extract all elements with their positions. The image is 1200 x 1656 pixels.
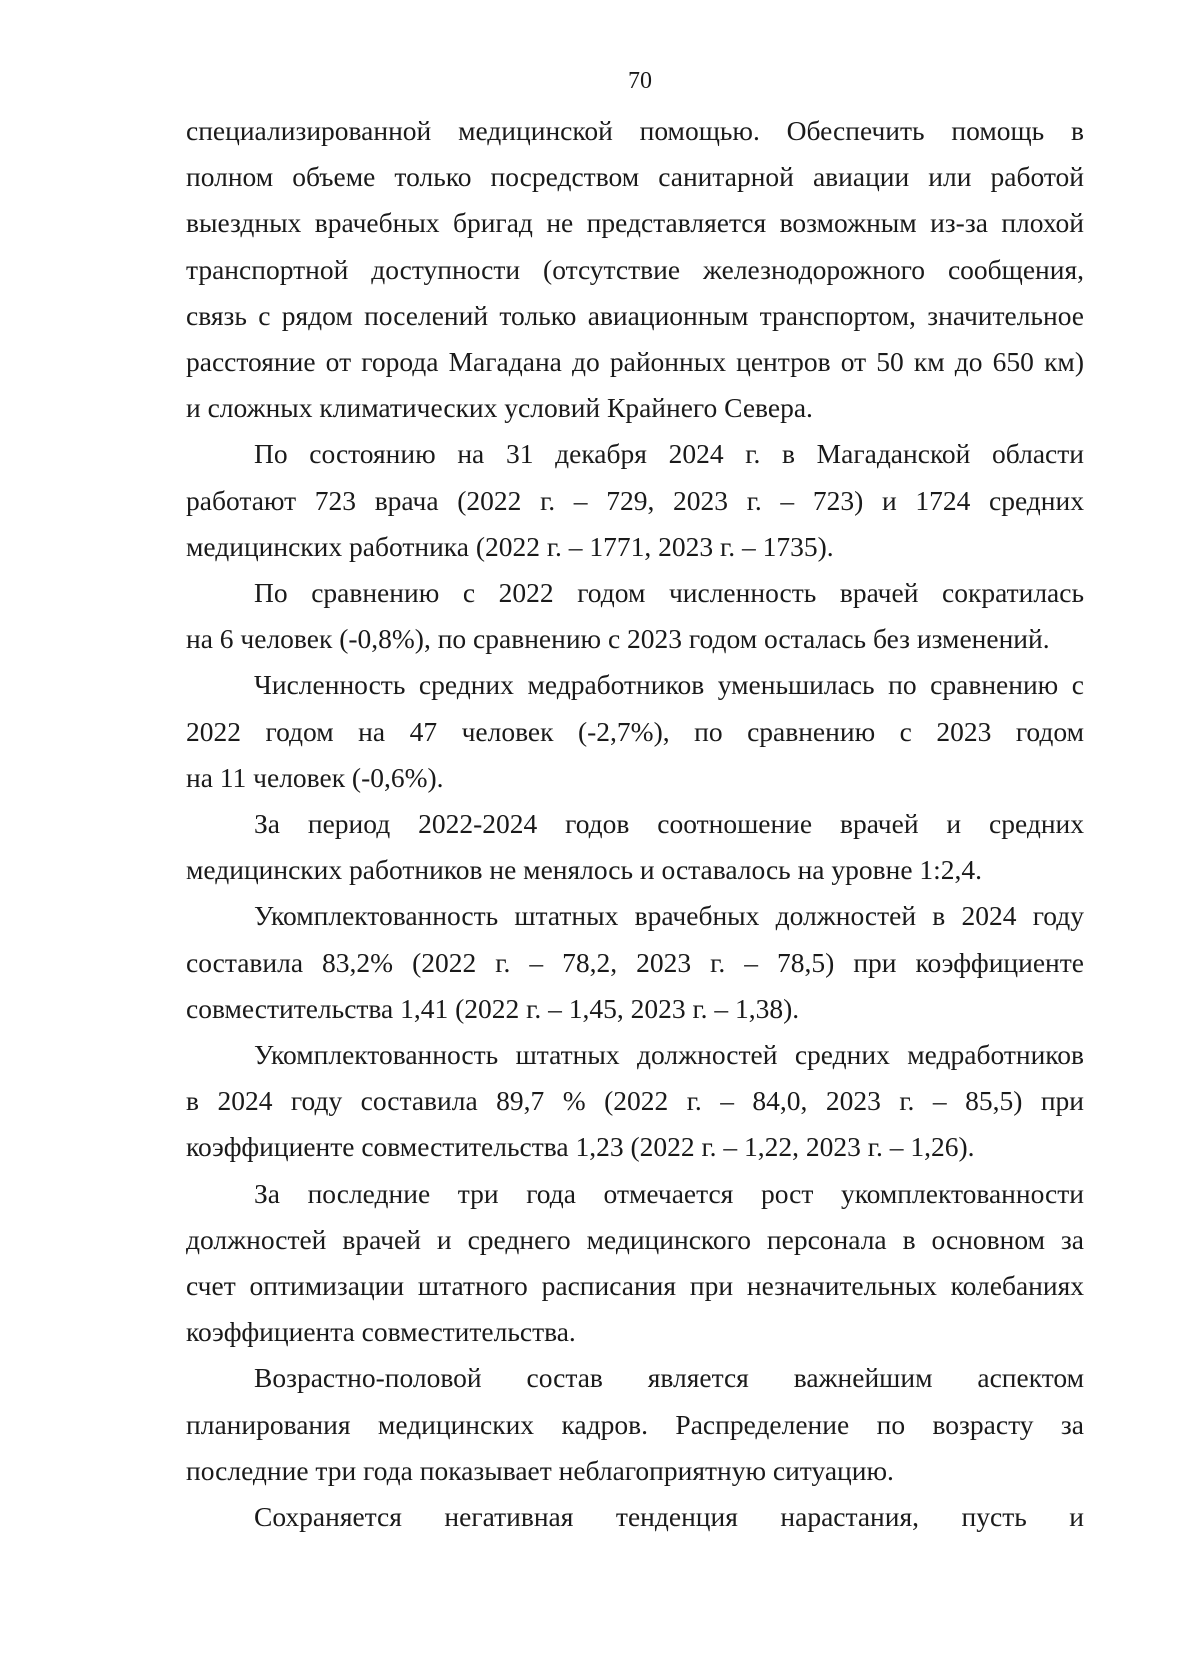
body-text (186, 108, 1084, 1540)
text-line: Возрастно-половой состав является важнейшим аспектом (254, 1362, 1084, 1394)
text-line: выездных врачебных бригад не представляется возможным из-за плохой (186, 207, 1084, 239)
paragraph (186, 1355, 1084, 1494)
text-line: Сохраняется негативная тенденция нарастания, пусть и (254, 1501, 1084, 1533)
text-line: За период 2022-2024 годов соотношение врачей и средних (254, 808, 1084, 840)
paragraph (186, 431, 1084, 570)
text-line: расстояние от города Магадана до районных центров от 50 км до 650 км) (186, 346, 1084, 378)
text-line: специализированной медицинской помощью. Обеспечить помощь в (186, 115, 1084, 146)
paragraph (186, 662, 1084, 801)
paragraph (186, 108, 1084, 431)
text-line: транспортной доступности (отсутствие железнодорожного сообщения, (186, 253, 1084, 285)
paragraph (186, 893, 1084, 1032)
text-line: совместительства 1,41 (2022 г. – 1,45, 2023 г. – 1,38). (186, 992, 800, 1024)
text-line: Укомплектованность штатных должностей средних медработников (254, 1039, 1084, 1071)
paragraph (186, 570, 1084, 662)
text-line: и сложных климатических условий Крайнего Севера. (186, 392, 813, 424)
text-line: на 11 человек (-0,6%). (186, 761, 444, 793)
text-line: По состоянию на 31 декабря 2024 г. в Магаданской области (254, 438, 1084, 470)
text-line: Численность средних медработников уменьшилась по сравнению с (254, 669, 1084, 701)
text-line: Укомплектованность штатных врачебных должностей в 2024 году (254, 900, 1084, 932)
paragraph (186, 1494, 1084, 1540)
text-line: должностей врачей и среднего медицинского персонала в основном за (186, 1223, 1084, 1255)
paragraph (186, 1032, 1084, 1171)
text-line: в 2024 году составила 89,7 % (2022 г. – 84,0, 2023 г. – 85,5) при (186, 1085, 1084, 1117)
text-line: 2022 годом на 47 человек (-2,7%), по сравнению с 2023 годом (186, 715, 1084, 747)
text-line: коэффициенте совместительства 1,23 (2022 г. – 1,22, 2023 г. – 1,26). (186, 1131, 975, 1163)
text-line: медицинских работников не менялось и оставалось на уровне 1:2,4. (186, 854, 983, 886)
paragraph (186, 1171, 1084, 1356)
text-line: планирования медицинских кадров. Распределение по возрасту за (186, 1408, 1084, 1440)
text-line: работают 723 врача (2022 г. – 729, 2023 г. – 723) и 1724 средних (186, 484, 1084, 516)
text-line: медицинских работника (2022 г. – 1771, 2023 г. – 1735). (186, 530, 834, 562)
text-line: счет оптимизации штатного расписания при незначительных колебаниях (186, 1270, 1084, 1302)
page-number: 70 (628, 68, 652, 94)
text-line: коэффициента совместительства. (186, 1316, 576, 1348)
text-line: полном объеме только посредством санитарной авиации или работой (186, 161, 1084, 193)
text-line: За последние три года отмечается рост укомплектованности (254, 1177, 1084, 1209)
text-line: По сравнению с 2022 годом численность врачей сократилась (254, 577, 1084, 609)
text-line: связь с рядом поселений только авиационным транспортом, значительное (186, 299, 1084, 331)
paragraph (186, 801, 1084, 893)
text-line: последние три года показывает неблагоприятную ситуацию. (186, 1454, 894, 1486)
text-line: составила 83,2% (2022 г. – 78,2, 2023 г. – 78,5) при коэффициенте (186, 946, 1084, 978)
text-line: на 6 человек (-0,8%), по сравнению с 2023 годом осталась без изменений. (186, 623, 1050, 655)
